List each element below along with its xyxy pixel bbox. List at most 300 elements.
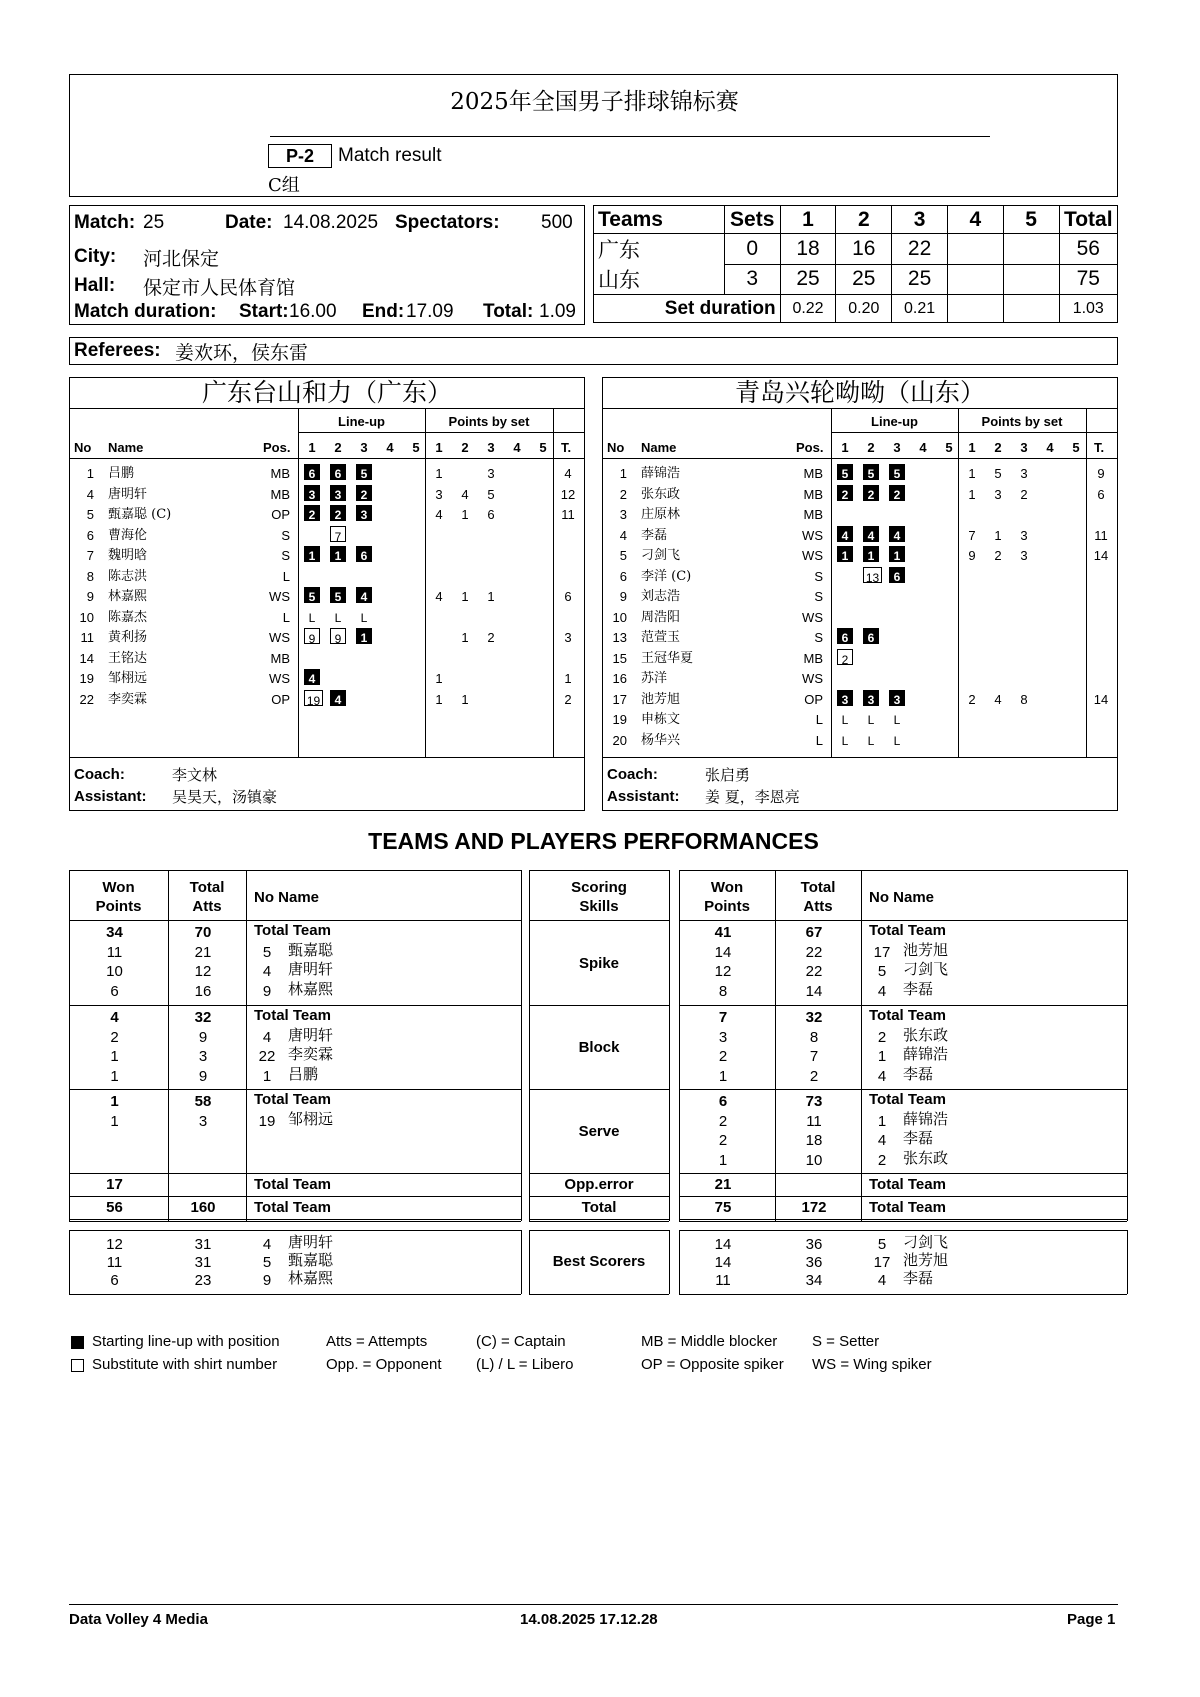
perf-away-vline-left [679, 870, 680, 1221]
home-player-no: 9 [86, 589, 94, 604]
s1-home: 18 [780, 234, 836, 265]
home-col-points-set1: 1 [435, 440, 443, 455]
start-label: Start: [239, 301, 289, 322]
perf-skill-serve: Serve [578, 1123, 620, 1140]
home-player-total: 2 [564, 691, 572, 707]
perf-away-hline-4 [679, 1173, 1127, 1174]
home-player-no: 19 [79, 671, 94, 686]
perf-home-hline-double [69, 1221, 521, 1222]
dur-total: 1.03 [1059, 295, 1117, 323]
perf-away-block-total-team: Total Team [869, 1007, 946, 1024]
perf-away-spike-won: 12 [714, 963, 732, 980]
perf-away-best-atts: 34 [805, 1272, 823, 1289]
perf-home-serve-won: 1 [110, 1112, 119, 1130]
home-player-name: 陈嘉杰 [108, 609, 148, 625]
home-player-total: 3 [564, 630, 572, 645]
perf-away-block-player-name: 薛锦浩 [903, 1045, 949, 1063]
perf-away-block-won: 2 [718, 1048, 728, 1065]
perf-home-vline-left [69, 870, 70, 1221]
home-points-set1: 4 [435, 507, 443, 522]
home-player-name: 邹栩远 [108, 671, 148, 686]
total-away: 75 [1059, 264, 1117, 295]
home-player-pos: L [282, 568, 290, 584]
perf-skills-hline-4 [529, 1173, 669, 1174]
set-duration-label: Set duration [594, 295, 781, 323]
perf-away-spike-atts: 67 [805, 924, 823, 941]
away-player-name: 张东政 [641, 486, 681, 502]
perf-skills-hline-double [529, 1221, 669, 1222]
perf-away-hline-6 [679, 1219, 1127, 1220]
perf-away-block-player-name: 张东政 [903, 1025, 949, 1044]
away-player-name: 杨华兴 [641, 732, 681, 748]
away-player-name: 刁剑飞 [641, 548, 681, 563]
performance-title: TEAMS AND PLAYERS PERFORMANCES [368, 828, 819, 854]
away-lineup-mark: 1 [837, 546, 853, 562]
away-player-row [603, 649, 1117, 669]
legend-ws: WS = Wing spiker [812, 1356, 932, 1373]
away-player-no: 16 [612, 671, 627, 686]
perf-home-spike-atts: 12 [194, 963, 212, 980]
away-lineup-header: Line-up [871, 414, 918, 429]
perf-home-col-won: Won Points [95, 879, 142, 915]
away-player-name: 池芳旭 [641, 691, 681, 707]
perf-away-total-team: Total Team [869, 1199, 946, 1216]
perf-away-hline-0 [679, 870, 1127, 871]
home-points-set1: 3 [435, 486, 443, 502]
perf-home-spike-total-team: Total Team [254, 922, 331, 939]
away-points-header: Points by set [981, 414, 1063, 429]
perf-home-spike-player-no: 5 [262, 943, 272, 961]
home-lineup-mark: 5 [356, 464, 372, 480]
away-player-row [603, 464, 1117, 484]
away-player-row [603, 526, 1117, 546]
results-header-row [594, 206, 1118, 234]
home-player-row [70, 587, 584, 607]
perf-away-vline-right [1127, 870, 1128, 1221]
footer-timestamp: 14.08.2025 17.12.28 [520, 1611, 658, 1628]
home-lineup-mark: L [360, 610, 368, 625]
away-player-pos: MB [803, 486, 823, 502]
away-rule-2 [831, 432, 1117, 433]
perf-skills-best-top [529, 1230, 669, 1231]
away-assistant-label: Assistant: [607, 788, 680, 805]
home-lineup-mark: 4 [304, 669, 320, 685]
results-row-away [594, 264, 1118, 295]
total-label: Total: [483, 301, 534, 322]
perf-away-hline-double [679, 1221, 1127, 1222]
perf-home-serve-won: 1 [110, 1093, 119, 1110]
footer-software: Data Volley 4 Media [69, 1611, 208, 1628]
perf-away-block-won: 7 [718, 1009, 728, 1026]
away-player-pos: WS [802, 671, 823, 686]
perf-home-block-atts: 9 [198, 1028, 208, 1046]
s4-away [947, 264, 1003, 295]
perf-home-spike-atts: 70 [194, 924, 212, 941]
home-lineup-mark: 5 [304, 587, 320, 603]
home-player-no: 22 [79, 691, 94, 707]
away-player-total: 11 [1094, 527, 1108, 543]
perf-away-best-top [679, 1230, 1127, 1231]
home-player-pos: OP [271, 507, 290, 522]
perf-away-serve-won: 2 [718, 1132, 728, 1149]
away-points-set2: 1 [994, 527, 1002, 543]
home-points-set1: 1 [435, 671, 443, 686]
perf-home-hline-4 [69, 1173, 521, 1174]
away-col-lineup-set5: 5 [945, 440, 953, 455]
away-col-lineup-set2: 2 [867, 440, 875, 455]
perf-away-block-atts: 2 [809, 1067, 819, 1085]
home-player-name: 李奕霖 [108, 691, 148, 707]
home-lineup-mark: 3 [330, 485, 346, 501]
perf-home-spike-won: 6 [110, 982, 119, 1000]
perf-home-spike-won: 11 [106, 943, 123, 961]
legend-captain: (C) = Captain [476, 1333, 566, 1350]
header-rule [270, 136, 990, 137]
end-label: End: [362, 301, 405, 322]
perf-home-spike-player-no: 4 [262, 963, 272, 980]
perf-home-block-player-name: 唐明轩 [288, 1025, 334, 1044]
home-player-no: 5 [86, 507, 94, 522]
perf-home-total-won: 56 [106, 1199, 123, 1216]
perf-away-spike-won: 8 [718, 982, 728, 1000]
away-col-total: T. [1094, 440, 1105, 455]
away-player-row [603, 731, 1117, 751]
away-lineup-mark: 4 [889, 526, 905, 542]
away-player-total: 14 [1093, 691, 1109, 707]
match-label: Match: [74, 212, 136, 233]
away-player-pos: L [815, 732, 823, 748]
perf-away-total-won: 75 [714, 1199, 732, 1216]
away-player-no: 4 [619, 527, 627, 543]
home-points-set3: 1 [487, 589, 495, 604]
away-player-no: 20 [612, 732, 627, 748]
perf-away-block-won: 3 [718, 1028, 728, 1046]
away-lineup-mark: 6 [889, 567, 905, 583]
away-lineup-mark: 5 [889, 464, 905, 480]
perf-away-spike-won: 14 [714, 943, 732, 961]
home-coach-name: 李文林 [172, 766, 218, 784]
away-lineup-mark: 13 [863, 567, 882, 583]
home-points-set2: 1 [461, 691, 469, 707]
home-points-set3: 6 [487, 507, 495, 522]
away-col-lineup-set4: 4 [919, 440, 927, 455]
home-player-no: 6 [86, 527, 94, 543]
away-col-lineup-set1: 1 [841, 440, 849, 455]
legend-mb: MB = Middle blocker [641, 1333, 778, 1350]
match-number: 25 [143, 212, 165, 233]
perf-skills-hline-2 [529, 1005, 669, 1006]
perf-away-block-atts: 7 [809, 1048, 819, 1065]
away-col-no: No [607, 440, 625, 455]
perf-skills-hline-0 [529, 870, 669, 871]
dur-set2: 0.20 [836, 295, 892, 323]
perf-away-best-player-no: 17 [873, 1254, 891, 1271]
perf-away-spike-won: 41 [714, 924, 732, 941]
footer-page: Page 1 [1067, 1611, 1116, 1628]
end-value: 17.09 [406, 301, 454, 322]
legend-op: OP = Opposite spiker [641, 1356, 784, 1373]
away-player-name: 苏洋 [641, 671, 668, 686]
home-lineup-mark: 3 [304, 485, 320, 501]
legend-starting: Starting line-up with position [92, 1333, 280, 1350]
away-lineup-mark: 2 [889, 485, 905, 501]
home-player-no: 4 [86, 486, 94, 502]
perf-away-spike-player-name: 池芳旭 [903, 940, 949, 959]
perf-away-best-left [679, 1230, 680, 1294]
home-player-pos: WS [269, 589, 290, 604]
away-lineup-mark: 1 [863, 546, 879, 562]
referees-label: Referees: [74, 340, 161, 361]
perf-home-block-total-team: Total Team [254, 1007, 331, 1024]
perf-away-spike-player-no: 4 [877, 982, 887, 1000]
away-player-pos: WS [802, 548, 823, 563]
perf-home-serve-player-name: 邹栩远 [288, 1109, 334, 1128]
home-lineup-mark: 5 [330, 587, 346, 603]
home-player-name: 魏明晗 [108, 548, 148, 563]
team-home: 广东 [594, 234, 725, 265]
home-points-set2: 1 [461, 630, 469, 645]
away-player-pos: OP [804, 691, 823, 707]
away-points-set2: 5 [994, 466, 1002, 481]
home-lineup-mark: L [308, 610, 316, 625]
roster-away [602, 377, 1118, 811]
perf-skills-hline-6 [529, 1219, 669, 1220]
perf-away-block-player-no: 2 [877, 1028, 887, 1046]
perf-away-best-atts: 36 [805, 1254, 823, 1271]
home-player-name: 唐明轩 [108, 486, 148, 502]
away-player-no: 1 [619, 466, 627, 481]
dur-set3: 0.21 [892, 295, 948, 323]
perf-home-block-won: 1 [110, 1067, 119, 1085]
dur-set5 [1003, 295, 1059, 323]
perf-skills-hline-3 [529, 1089, 669, 1090]
home-player-row [70, 628, 584, 648]
away-player-row [603, 567, 1117, 587]
home-assistant-names: 吴昊天，汤镇豪 [172, 788, 278, 806]
away-points-set3: 3 [1020, 466, 1028, 481]
perf-home-total-atts: 160 [190, 1199, 216, 1216]
perf-away-vline-c2 [861, 870, 862, 1221]
home-col-lineup-set1: 1 [308, 440, 316, 455]
away-player-name: 刘志浩 [641, 589, 681, 604]
away-lineup-mark: 2 [837, 649, 853, 665]
s3-home: 22 [892, 234, 948, 265]
home-player-row [70, 464, 584, 484]
hall-value: 保定市人民体育馆 [143, 277, 296, 299]
perf-away-best-player-name: 池芳旭 [903, 1251, 949, 1269]
perf-home-best-won: 6 [110, 1272, 119, 1289]
home-lineup-mark: 1 [304, 546, 320, 562]
away-player-no: 5 [619, 548, 627, 563]
perf-opp-error-label: Opp.error [564, 1176, 634, 1193]
perf-home-hline-2 [69, 1005, 521, 1006]
home-col-points-set3: 3 [487, 440, 495, 455]
perf-home-block-atts: 3 [198, 1048, 208, 1065]
group-label: C组 [268, 175, 300, 196]
col-set2: 2 [836, 206, 892, 234]
report-subtitle: Match result [338, 145, 442, 166]
away-lineup-mark: L [841, 713, 849, 727]
away-player-total: 6 [1097, 486, 1105, 502]
home-player-row [70, 567, 584, 587]
col-set5: 5 [1003, 206, 1059, 234]
away-points-set1: 7 [968, 527, 976, 543]
perf-away-best-player-name: 李磊 [903, 1269, 934, 1287]
home-lineup-mark: 1 [330, 546, 346, 562]
home-player-total: 1 [564, 671, 572, 686]
perf-away-col-noname: No Name [869, 889, 935, 906]
away-lineup-mark: 3 [889, 690, 905, 706]
perf-away-serve-total-team: Total Team [869, 1091, 946, 1108]
away-lineup-mark: L [841, 733, 849, 748]
col-total: Total [1059, 206, 1117, 234]
perf-home-best-player-name: 甄嘉聪 [288, 1251, 334, 1269]
perf-away-best-player-no: 5 [877, 1236, 887, 1253]
perf-away-hline-1 [679, 920, 1127, 921]
away-player-name: 周浩阳 [641, 609, 681, 625]
away-assistant-names: 姜 夏，李恩亮 [705, 788, 800, 806]
away-player-no: 2 [619, 486, 627, 502]
home-points-set2: 1 [461, 507, 469, 522]
home-points-header: Points by set [448, 414, 530, 429]
away-points-set1: 9 [968, 548, 976, 563]
home-team-name: 广东台山和力（广东） [201, 378, 452, 407]
away-points-set1: 1 [968, 466, 976, 481]
home-lineup-mark: 3 [356, 505, 372, 521]
home-player-row [70, 608, 584, 628]
home-lineup-mark: 6 [304, 464, 320, 480]
perf-home-best-left [69, 1230, 70, 1294]
perf-away-best-player-no: 4 [877, 1272, 887, 1289]
perf-home-block-player-no: 4 [262, 1028, 272, 1046]
results-table [593, 205, 1118, 323]
away-points-set1: 1 [968, 486, 976, 502]
away-lineup-mark: L [867, 733, 875, 748]
away-player-no: 13 [612, 630, 627, 645]
home-player-no: 7 [86, 548, 94, 563]
dur-set1: 0.22 [780, 295, 836, 323]
away-lineup-mark: 5 [863, 464, 879, 480]
perf-home-spike-player-name: 林嘉熙 [288, 979, 334, 998]
perf-away-block-atts: 8 [809, 1028, 819, 1046]
away-col-pos: Pos. [796, 440, 824, 455]
page-title: 2025年全国男子排球锦标赛 [450, 89, 739, 115]
perf-away-spike-atts: 14 [805, 982, 823, 1000]
perf-away-hline-2 [679, 1005, 1127, 1006]
perf-skills-hline-5 [529, 1196, 669, 1197]
home-player-pos: WS [269, 671, 290, 686]
col-set3: 3 [892, 206, 948, 234]
perf-away-block-player-no: 4 [877, 1067, 887, 1085]
home-col-points-set5: 5 [539, 440, 547, 455]
referees-box [69, 337, 1118, 365]
away-points-set2: 3 [994, 486, 1002, 502]
perf-home-best-bottom [69, 1294, 521, 1295]
away-lineup-mark: 1 [889, 546, 905, 562]
perf-away-spike-player-name: 刁剑飞 [903, 960, 949, 978]
home-lineup-mark: 9 [330, 628, 346, 644]
home-col-name: Name [108, 440, 144, 455]
away-lineup-mark: 2 [837, 485, 853, 501]
home-rule-1 [70, 408, 584, 409]
away-player-row [603, 587, 1117, 607]
away-lineup-mark: 6 [837, 628, 853, 644]
home-col-lineup-set4: 4 [386, 440, 394, 455]
footer-rule [69, 1604, 1118, 1605]
report-code: P-2 [268, 144, 332, 168]
away-player-name: 范萱玉 [641, 630, 681, 645]
away-player-row [603, 710, 1117, 730]
perf-home-serve-atts: 58 [194, 1093, 212, 1110]
home-player-name: 陈志洪 [108, 568, 148, 584]
away-player-row [603, 628, 1117, 648]
home-col-total: T. [561, 440, 572, 455]
away-lineup-mark: L [893, 713, 901, 727]
perf-home-block-won: 1 [110, 1048, 119, 1065]
away-player-name: 李洋 (C) [641, 568, 692, 584]
away-lineup-mark: 3 [837, 690, 853, 706]
home-player-pos: S [281, 548, 290, 563]
away-player-name: 王冠华夏 [641, 650, 694, 666]
perf-home-spike-player-name: 唐明轩 [288, 960, 334, 978]
perf-away-hline-5 [679, 1196, 1127, 1197]
away-player-name: 申栋文 [641, 712, 681, 727]
hall-label: Hall: [74, 275, 116, 296]
away-rule-4 [603, 757, 1117, 758]
perf-away-hline-3 [679, 1089, 1127, 1090]
match-info-box [69, 205, 585, 325]
home-points-set3: 3 [487, 466, 495, 481]
away-player-row [603, 608, 1117, 628]
perf-away-col-won: Won Points [704, 879, 750, 915]
city-value: 河北保定 [143, 248, 220, 270]
home-player-row [70, 526, 584, 546]
perf-away-opp-error: 21 [714, 1176, 732, 1193]
team-away: 山东 [594, 264, 725, 295]
home-player-pos: OP [271, 691, 290, 707]
home-lineup-mark: 1 [356, 628, 372, 644]
away-col-points-set2: 2 [994, 440, 1002, 455]
away-player-no: 9 [619, 589, 627, 604]
perf-home-block-player-no: 22 [258, 1048, 276, 1065]
away-col-points-set5: 5 [1072, 440, 1080, 455]
away-player-pos: MB [803, 507, 823, 522]
perf-skill-block: Block [578, 1039, 620, 1056]
home-points-set2: 1 [461, 589, 469, 604]
away-points-set2: 2 [994, 548, 1002, 563]
home-lineup-mark: 2 [330, 505, 346, 521]
away-lineup-mark: 6 [863, 628, 879, 644]
home-points-set1: 1 [435, 691, 443, 707]
perf-away-serve-player-no: 1 [877, 1112, 887, 1130]
date-label: Date: [225, 212, 273, 233]
perf-away-spike-player-no: 17 [873, 943, 891, 961]
col-set4: 4 [947, 206, 1003, 234]
home-rule-3 [70, 458, 584, 459]
perf-away-col-atts: Total Atts [800, 879, 836, 915]
perf-home-vline-c2 [246, 870, 247, 1221]
away-lineup-mark: L [893, 733, 901, 748]
perf-away-serve-player-no: 4 [877, 1132, 887, 1149]
away-player-pos: L [815, 712, 823, 727]
perf-away-block-won: 1 [718, 1067, 728, 1085]
perf-away-best-bottom [679, 1294, 1127, 1295]
legend-libero: (L) / L = Libero [476, 1356, 574, 1373]
perf-away-serve-player-name: 张东政 [903, 1148, 949, 1167]
home-player-pos: WS [269, 630, 290, 645]
perf-away-serve-atts: 11 [806, 1112, 822, 1130]
perf-home-best-player-no: 9 [262, 1272, 272, 1289]
